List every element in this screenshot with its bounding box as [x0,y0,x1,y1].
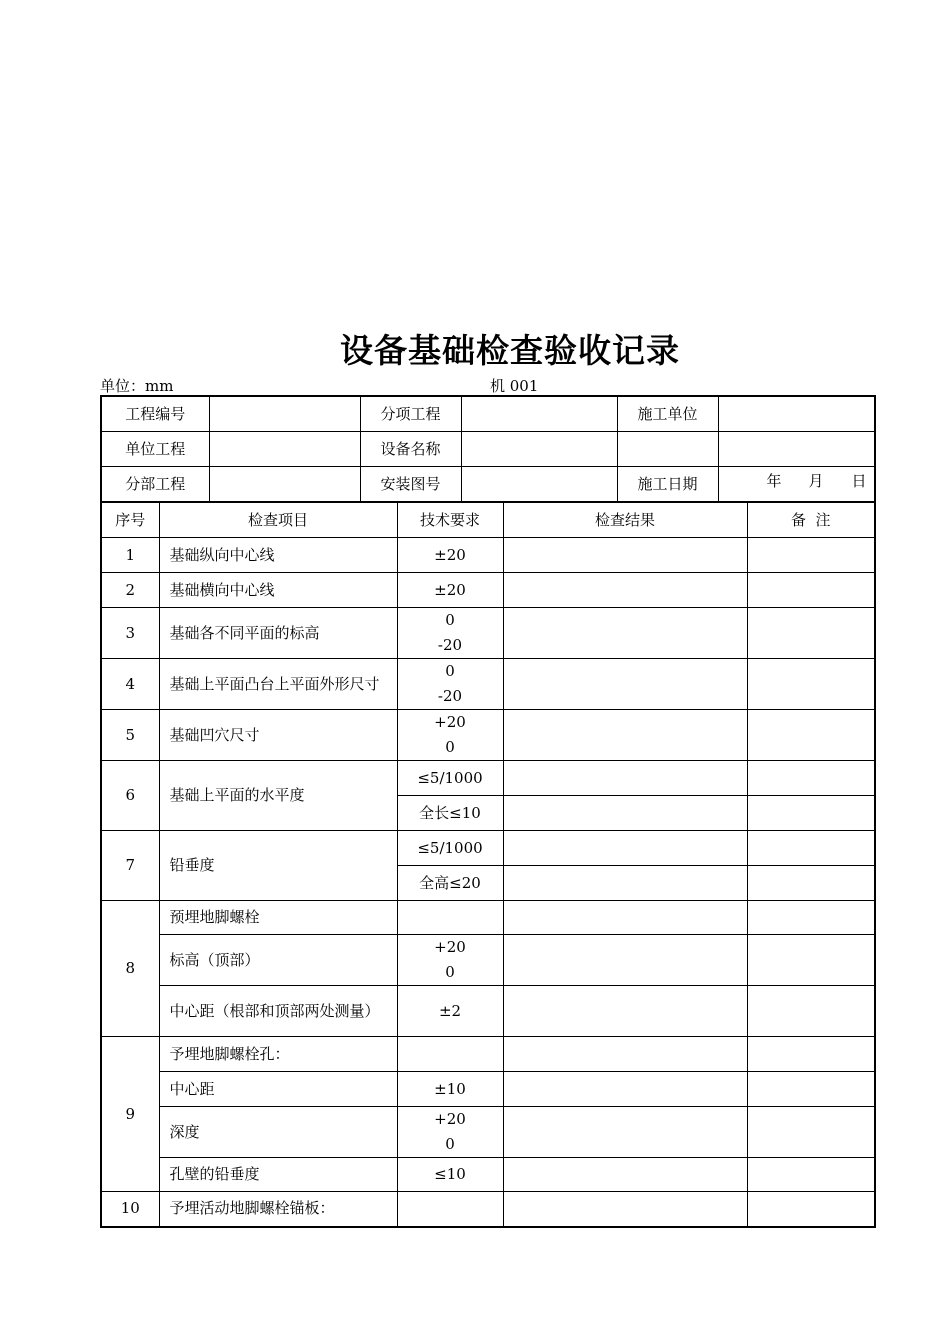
row-item: 基础横向中心线 [159,573,397,608]
row-no: 2 [101,573,159,608]
row-no: 6 [101,761,159,831]
table-row [101,1158,875,1192]
result-cell[interactable] [503,761,747,796]
unit-project-field[interactable] [209,432,360,467]
row-requirement [397,1037,503,1072]
date-day: 日 [851,472,867,490]
row-requirement: 全高≤20 [397,866,503,901]
table-row [101,901,875,935]
row-no: 1 [101,538,159,573]
remark-cell[interactable] [747,608,875,659]
unit-label: 单位：mm [100,377,174,395]
result-cell[interactable] [503,1192,747,1227]
table-row [101,831,875,866]
row-requirement: ≤5/1000 [397,761,503,796]
result-cell[interactable] [503,796,747,831]
table-row [101,710,875,761]
result-cell[interactable] [503,538,747,573]
row-requirement: +20 0 [397,710,503,761]
remark-cell[interactable] [747,901,875,935]
drawing-no-field[interactable] [461,467,617,502]
contractor-field[interactable] [718,396,875,432]
row-requirement: ±20 [397,573,503,608]
row-item: 基础上平面的水平度 [159,761,397,831]
row-requirement: ±2 [397,986,503,1037]
row-requirement: 0 -20 [397,608,503,659]
form-number: 机 001 [490,377,539,395]
header-row [101,432,875,467]
division-label: 分部工程 [101,467,209,502]
result-cell[interactable] [503,659,747,710]
header-info-table [100,395,876,502]
row-item: 予埋地脚螺栓孔： [159,1037,397,1072]
result-cell[interactable] [503,986,747,1037]
date-label: 施工日期 [617,467,718,502]
result-cell[interactable] [503,935,747,986]
result-cell[interactable] [503,1107,747,1158]
table-row [101,986,875,1037]
equipment-name-label: 设备名称 [360,432,461,467]
remark-cell[interactable] [747,935,875,986]
result-cell[interactable] [503,710,747,761]
row-requirement: ≤5/1000 [397,831,503,866]
remark-cell[interactable] [747,573,875,608]
sub-item-field[interactable] [461,396,617,432]
table-row [101,1072,875,1107]
row-requirement [397,901,503,935]
row-item: 基础各不同平面的标高 [159,608,397,659]
sub-item-label: 分项工程 [360,396,461,432]
row-item: 中心距（根部和顶部两处测量） [159,986,397,1037]
result-cell[interactable] [503,866,747,901]
remark-cell[interactable] [747,761,875,796]
table-row [101,761,875,796]
remark-cell[interactable] [747,538,875,573]
result-cell[interactable] [503,573,747,608]
result-cell[interactable] [503,1158,747,1192]
row-no: 4 [101,659,159,710]
row-item: 予埋活动地脚螺栓锚板： [159,1192,397,1227]
result-cell[interactable] [503,831,747,866]
row-requirement: +20 0 [397,935,503,986]
project-no-label: 工程编号 [101,396,209,432]
table-row [101,935,875,986]
column-header-row [101,503,875,538]
col-result-header: 检查结果 [503,503,747,538]
row-item: 基础上平面凸台上平面外形尺寸 [159,659,397,710]
blank-field[interactable] [718,432,875,467]
row-item: 预埋地脚螺栓 [159,901,397,935]
header-row [101,467,875,502]
row-item: 中心距 [159,1072,397,1107]
remark-cell[interactable] [747,1072,875,1107]
col-item-header: 检查项目 [159,503,397,538]
header-row [101,396,875,432]
remark-cell[interactable] [747,831,875,866]
row-no: 3 [101,608,159,659]
remark-cell[interactable] [747,1107,875,1158]
result-cell[interactable] [503,901,747,935]
remark-cell[interactable] [747,1037,875,1072]
row-requirement: ≤10 [397,1158,503,1192]
row-item: 铅垂度 [159,831,397,901]
remark-cell[interactable] [747,866,875,901]
blank-label [617,432,718,467]
remark-cell[interactable] [747,1192,875,1227]
result-cell[interactable] [503,608,747,659]
equipment-name-field[interactable] [461,432,617,467]
drawing-no-label: 安装图号 [360,467,461,502]
row-no: 10 [101,1192,159,1227]
table-row [101,659,875,710]
table-row [101,1037,875,1072]
table-row [101,608,875,659]
inspection-table [100,502,876,1228]
row-requirement: ±20 [397,538,503,573]
row-no: 8 [101,901,159,1037]
contractor-label: 施工单位 [617,396,718,432]
row-requirement: +20 0 [397,1107,503,1158]
table-row [101,538,875,573]
page-title: 设备基础检查验收记录 [340,331,680,370]
result-cell[interactable] [503,1072,747,1107]
remark-cell[interactable] [747,796,875,831]
row-requirement: 0 -20 [397,659,503,710]
result-cell[interactable] [503,1037,747,1072]
row-requirement: ±10 [397,1072,503,1107]
row-no: 7 [101,831,159,901]
division-field[interactable] [209,467,360,502]
table-row [101,573,875,608]
col-remark-header: 备 注 [747,503,875,538]
row-item: 深度 [159,1107,397,1158]
remark-cell[interactable] [747,710,875,761]
date-month: 月 [808,472,824,490]
unit-project-label: 单位工程 [101,432,209,467]
row-no: 9 [101,1037,159,1192]
table-row [101,1107,875,1158]
row-item: 基础纵向中心线 [159,538,397,573]
row-no: 5 [101,710,159,761]
remark-cell[interactable] [747,659,875,710]
remark-cell[interactable] [747,1158,875,1192]
col-requirement-header: 技术要求 [397,503,503,538]
date-year: 年 [766,472,782,490]
col-no-header: 序号 [101,503,159,538]
row-item: 标高（顶部） [159,935,397,986]
date-field[interactable] [718,467,875,502]
row-requirement [397,1192,503,1227]
row-item: 基础凹穴尺寸 [159,710,397,761]
row-requirement: 全长≤10 [397,796,503,831]
row-item: 孔壁的铅垂度 [159,1158,397,1192]
project-no-field[interactable] [209,396,360,432]
remark-cell[interactable] [747,986,875,1037]
table-row [101,1192,875,1227]
